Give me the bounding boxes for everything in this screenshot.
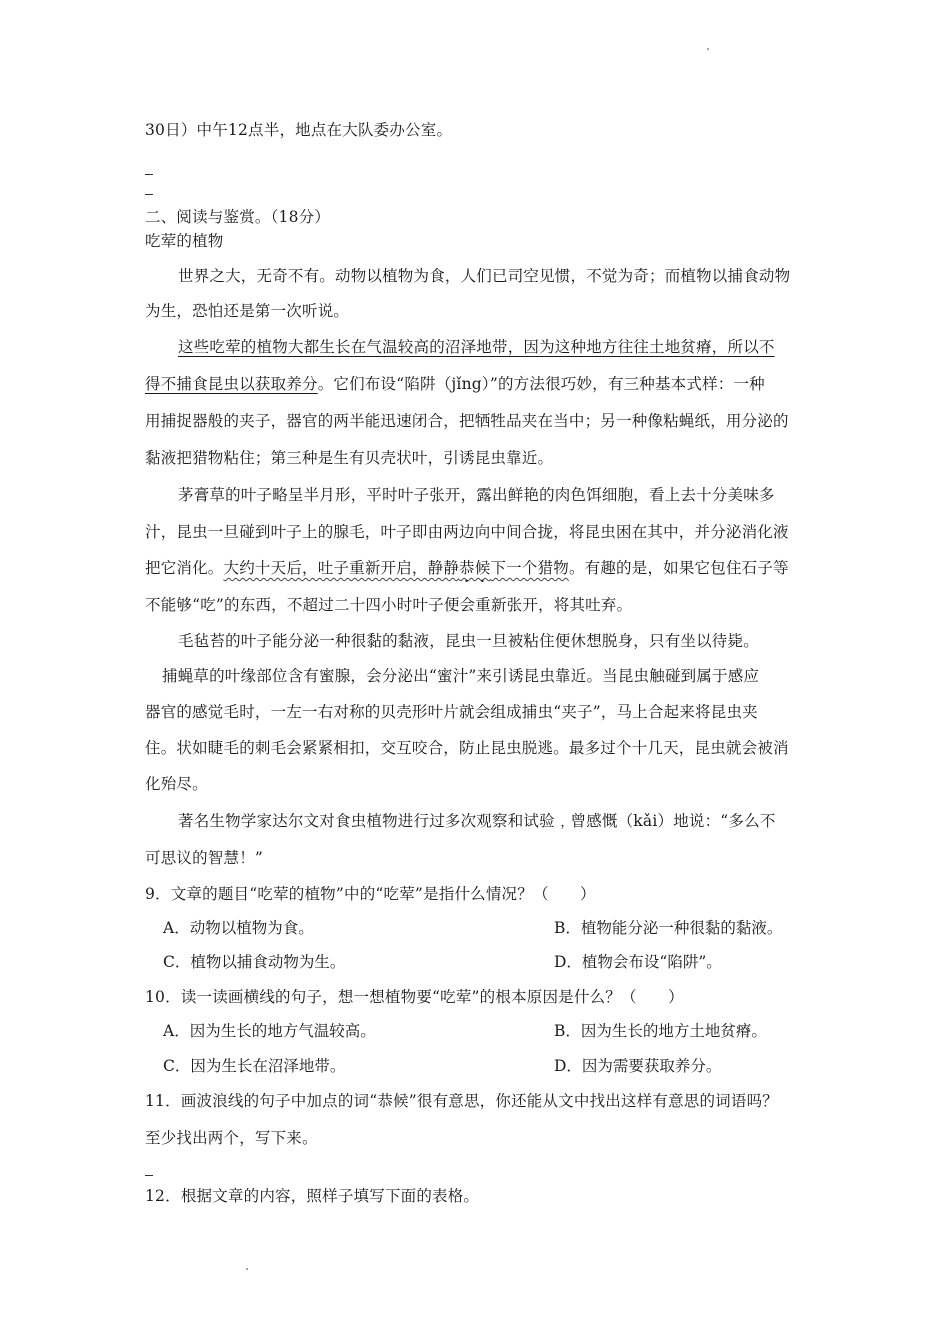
paragraph-4: 毛毡苔的叶子能分泌一种很黏的黏液，昆虫一旦被粘住便休想脱身，只有坐以待毙。 xyxy=(178,632,759,650)
wavy-sentence xyxy=(224,559,569,577)
paragraph-1-line-2: 为生，恐怕还是第一次听说。 xyxy=(145,302,350,320)
question-10-option-d[interactable]: D．因为需要获取养分。 xyxy=(554,1057,722,1075)
section-heading: 二、阅读与鉴赏。（18分） xyxy=(145,208,331,226)
article-title: 吃荤的植物 xyxy=(145,232,224,250)
paragraph-2-line-1 xyxy=(178,335,775,357)
underlined-sentence: 这些吃荤的植物大都生长在气温较高的沼泽地带，因为这种地方往往土地贫瘠，所以不 xyxy=(178,338,775,356)
question-10-stem: 10．读一读画横线的句子，想一想植物要“吃荤”的根本原因是什么？（ ） xyxy=(145,988,684,1006)
question-9-option-b[interactable]: B．植物能分泌一种很黏的黏液。 xyxy=(554,919,783,937)
paragraph-5-line-4: 化殆尽。 xyxy=(145,775,208,793)
question-10-option-c[interactable]: C．因为生长在沼泽地带。 xyxy=(163,1057,346,1075)
underlined-sentence-end: 得不捕食昆虫以获取养分 xyxy=(145,375,318,393)
question-9-option-d[interactable]: D．植物会布设“陷阱”。 xyxy=(554,953,722,971)
paragraph-5-line-2: 器官的感觉毛时，一左一右对称的贝壳形叶片就会组成捕虫“夹子”，马上合起来将昆虫夹 xyxy=(145,703,758,721)
question-10-option-a[interactable]: A．因为生长的地方气温较高。 xyxy=(163,1022,376,1040)
paragraph-6-line-2: 可思议的智慧！” xyxy=(145,849,264,867)
wavy-text: 大约十天后，吐子重新开启，静静 xyxy=(223,559,460,577)
paragraph-2-line-3: 用捕捉器般的夹子，器官的两半能迅速闭合，把牺牲品夹在当中；另一种像粘蝇纸，用分泌的 xyxy=(145,412,789,430)
question-9-stem: 9．文章的题目“吃荤的植物”中的“吃荤”是指什么情况？（ ） xyxy=(145,885,596,903)
paragraph-2-text: 。它们布设“陷阱（jǐng）”的方法很巧妙，有三种基本式样：一种 xyxy=(317,375,765,393)
paragraph-5-line-1: 捕蝇草的叶缘部位含有蜜腺，会分泌出“蜜汁”来引诱昆虫靠近。当昆虫触碰到属于感应 xyxy=(162,667,760,685)
paragraph-6-line-1: 著名生物学家达尔文对食虫植物进行过多次观察和试验﹐曾感慨（kǎi）地说：“多么不 xyxy=(178,812,776,830)
paragraph-2-line-2 xyxy=(145,372,765,394)
continued-line: 30日）中午12点半，地点在大队委办公室。 xyxy=(145,121,453,139)
question-12-stem: 12．根据文章的内容，照样子填写下面的表格。 xyxy=(145,1187,480,1205)
dotted-word: 恭候 xyxy=(459,559,491,577)
paragraph-2-line-4: 黏液把猎物粘住；第三种是生有贝壳状叶，引诱昆虫靠近。 xyxy=(145,449,554,467)
question-9-option-a[interactable]: A．动物以植物为食。 xyxy=(163,919,314,937)
answer-blank-line xyxy=(145,1175,153,1176)
paragraph-3-line-1: 茅膏草的叶子略呈半月形，平时叶子张开，露出鲜艳的肉色饵细胞，看上去十分美味多 xyxy=(178,486,775,504)
paragraph-3-line-2: 汁，昆虫一旦碰到叶子上的腺毛，叶子即由两边向中间合拢，将昆虫困在其中，并分泌消化液 xyxy=(145,523,789,541)
paragraph-3-text: 。有趣的是，如果它包住石子等 xyxy=(568,559,789,577)
question-9-option-c[interactable]: C．植物以捕食动物为生。 xyxy=(163,953,346,971)
question-11-line-2: 至少找出两个，写下来。 xyxy=(145,1129,318,1147)
question-10-option-b[interactable]: B．因为生长的地方土地贫瘠。 xyxy=(554,1022,767,1040)
answer-blank-line xyxy=(145,174,153,175)
paragraph-3-line-4: 不能够“吃”的东西，不超过二十四小时叶子便会重新张开，将其吐弃。 xyxy=(145,596,633,614)
header-dot-mark xyxy=(707,48,709,50)
wavy-text: 下一个猎物 xyxy=(490,559,569,577)
question-11-line-1: 11．画波浪线的句子中加点的词“恭候”很有意思，你还能从文中找出这样有意思的词语吗？ xyxy=(145,1092,778,1110)
paragraph-3-text: 把它消化。 xyxy=(145,559,224,577)
paragraph-3-line-3 xyxy=(145,556,789,586)
paragraph-1-line-1: 世界之大，无奇不有。动物以植物为食，人们已司空见惯，不觉为奇；而植物以捕食动物 xyxy=(178,267,791,285)
paragraph-5-line-3: 住。状如睫毛的刺毛会紧紧相扣，交互咬合，防止昆虫脱逃。最多过个十几天，昆虫就会被消 xyxy=(145,739,789,757)
answer-blank-line xyxy=(145,194,153,195)
footer-dot-mark xyxy=(246,1268,248,1270)
